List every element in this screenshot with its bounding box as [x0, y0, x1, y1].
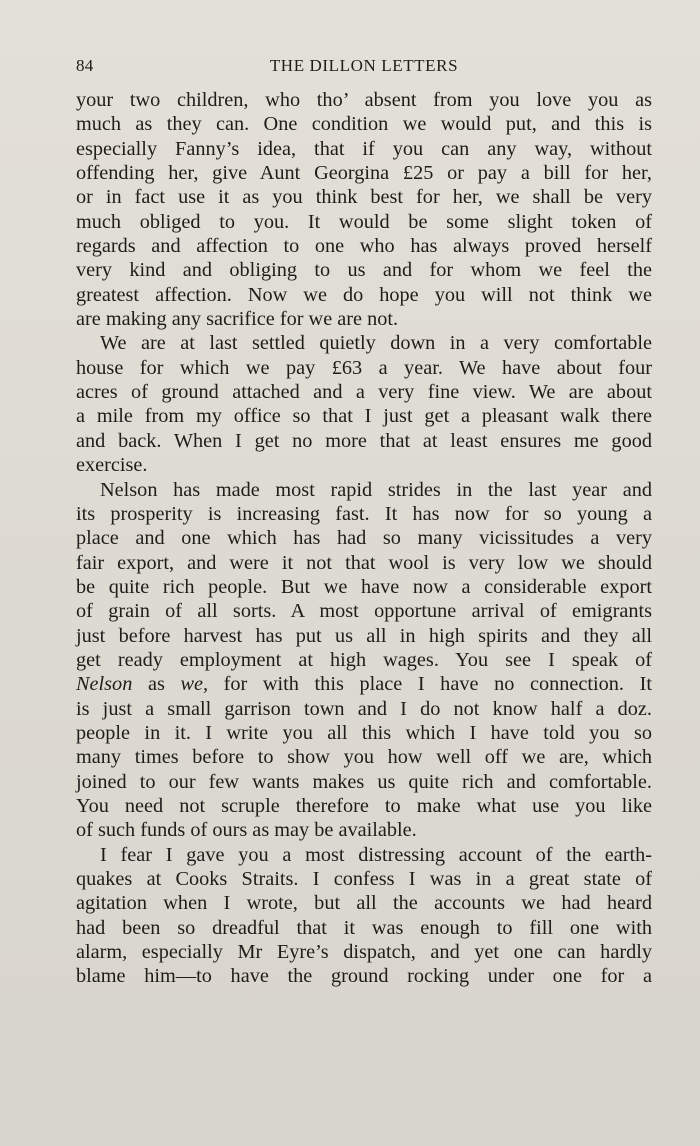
text-line: and back. When I get no more that at least ensures me good	[76, 429, 652, 452]
text-line: had been so dreadful that it was enough to fill one with	[76, 916, 652, 939]
text-line: your two children, who tho’ absent from you love you as	[76, 89, 652, 111]
text-line: a mile from my office so that I just get a pleasant walk there	[76, 405, 652, 428]
text-line: or in fact use it as you think best for her, we shall be very	[76, 186, 652, 209]
text-line: many times before to show you how well off we are, which	[76, 746, 652, 769]
text-line: We are at last settled quietly down in a very comfortable	[100, 332, 652, 355]
text-line: get ready employment at high wages. You see I speak of	[76, 648, 652, 671]
text-line: are making any sacrifice for we are not.	[76, 308, 399, 331]
text-line: agitation when I wrote, but all the accounts we had heard	[76, 892, 652, 915]
text-line: be quite rich people. But we have now a considerable export	[76, 575, 652, 598]
text-line: Nelson has made most rapid strides in the last year and	[100, 478, 652, 501]
text-line: just before harvest has put us all in high spirits and they all	[76, 624, 652, 647]
body-text	[76, 88, 652, 989]
italic-we: we,	[180, 673, 209, 696]
page-number: 84	[76, 56, 94, 75]
line-segment: as	[132, 673, 181, 696]
text-line: very kind and obliging to us and for whom we feel the	[76, 259, 652, 282]
text-line: offending her, give Aunt Georgina £25 or pay a bill for her,	[76, 162, 652, 185]
running-head	[76, 56, 652, 80]
text-line: is just a small garrison town and I do not know half a doz.	[76, 697, 652, 720]
text-line: alarm, especially Mr Eyre’s dispatch, and yet one can hardly	[76, 941, 652, 964]
text-line: greatest affection. Now we do hope you will not think we	[76, 283, 652, 306]
text-line: quakes at Cooks Straits. I confess I was in a great state of	[76, 868, 652, 890]
text-line: much as they can. One condition we would put, and this is	[76, 113, 652, 136]
text-line: joined to our few wants makes us quite rich and comfortable.	[76, 770, 652, 793]
text-line: regards and affection to one who has always proved herself	[76, 235, 652, 258]
line-segment: for with this place I have no connection. It	[208, 673, 652, 696]
text-line: its prosperity is increasing fast. It has now for so young a	[76, 502, 652, 525]
text-line: acres of ground attached and a very fine view. We are about	[76, 381, 652, 404]
text-line: I fear I gave you a most distressing account of the earth-	[100, 843, 652, 866]
text-line: place and one which has had so many vicissitudes a very	[76, 527, 652, 550]
text-line: house for which we pay £63 a year. We have about four	[76, 356, 652, 379]
text-line: of such funds of ours as may be available.	[76, 819, 417, 842]
text-line: fair export, and were it not that wool is very low we should	[76, 551, 652, 574]
text-line: much obliged to you. It would be some slight token of	[76, 210, 652, 233]
text-line: of grain of all sorts. A most opportune arrival of emigrants	[76, 600, 652, 623]
running-title: THE DILLON LETTERS	[269, 56, 459, 75]
text-line: people in it. I write you all this which I have told you so	[76, 721, 652, 744]
text-line: You need not scruple therefore to make what use you like	[76, 794, 652, 817]
text-line: especially Fanny’s idea, that if you can any way, without	[76, 137, 652, 160]
text-line: blame him—to have the ground rocking under one for a	[76, 965, 652, 988]
text-line: exercise.	[76, 454, 148, 477]
italic-nelson: Nelson	[76, 673, 133, 696]
text-line-italic	[76, 672, 652, 696]
